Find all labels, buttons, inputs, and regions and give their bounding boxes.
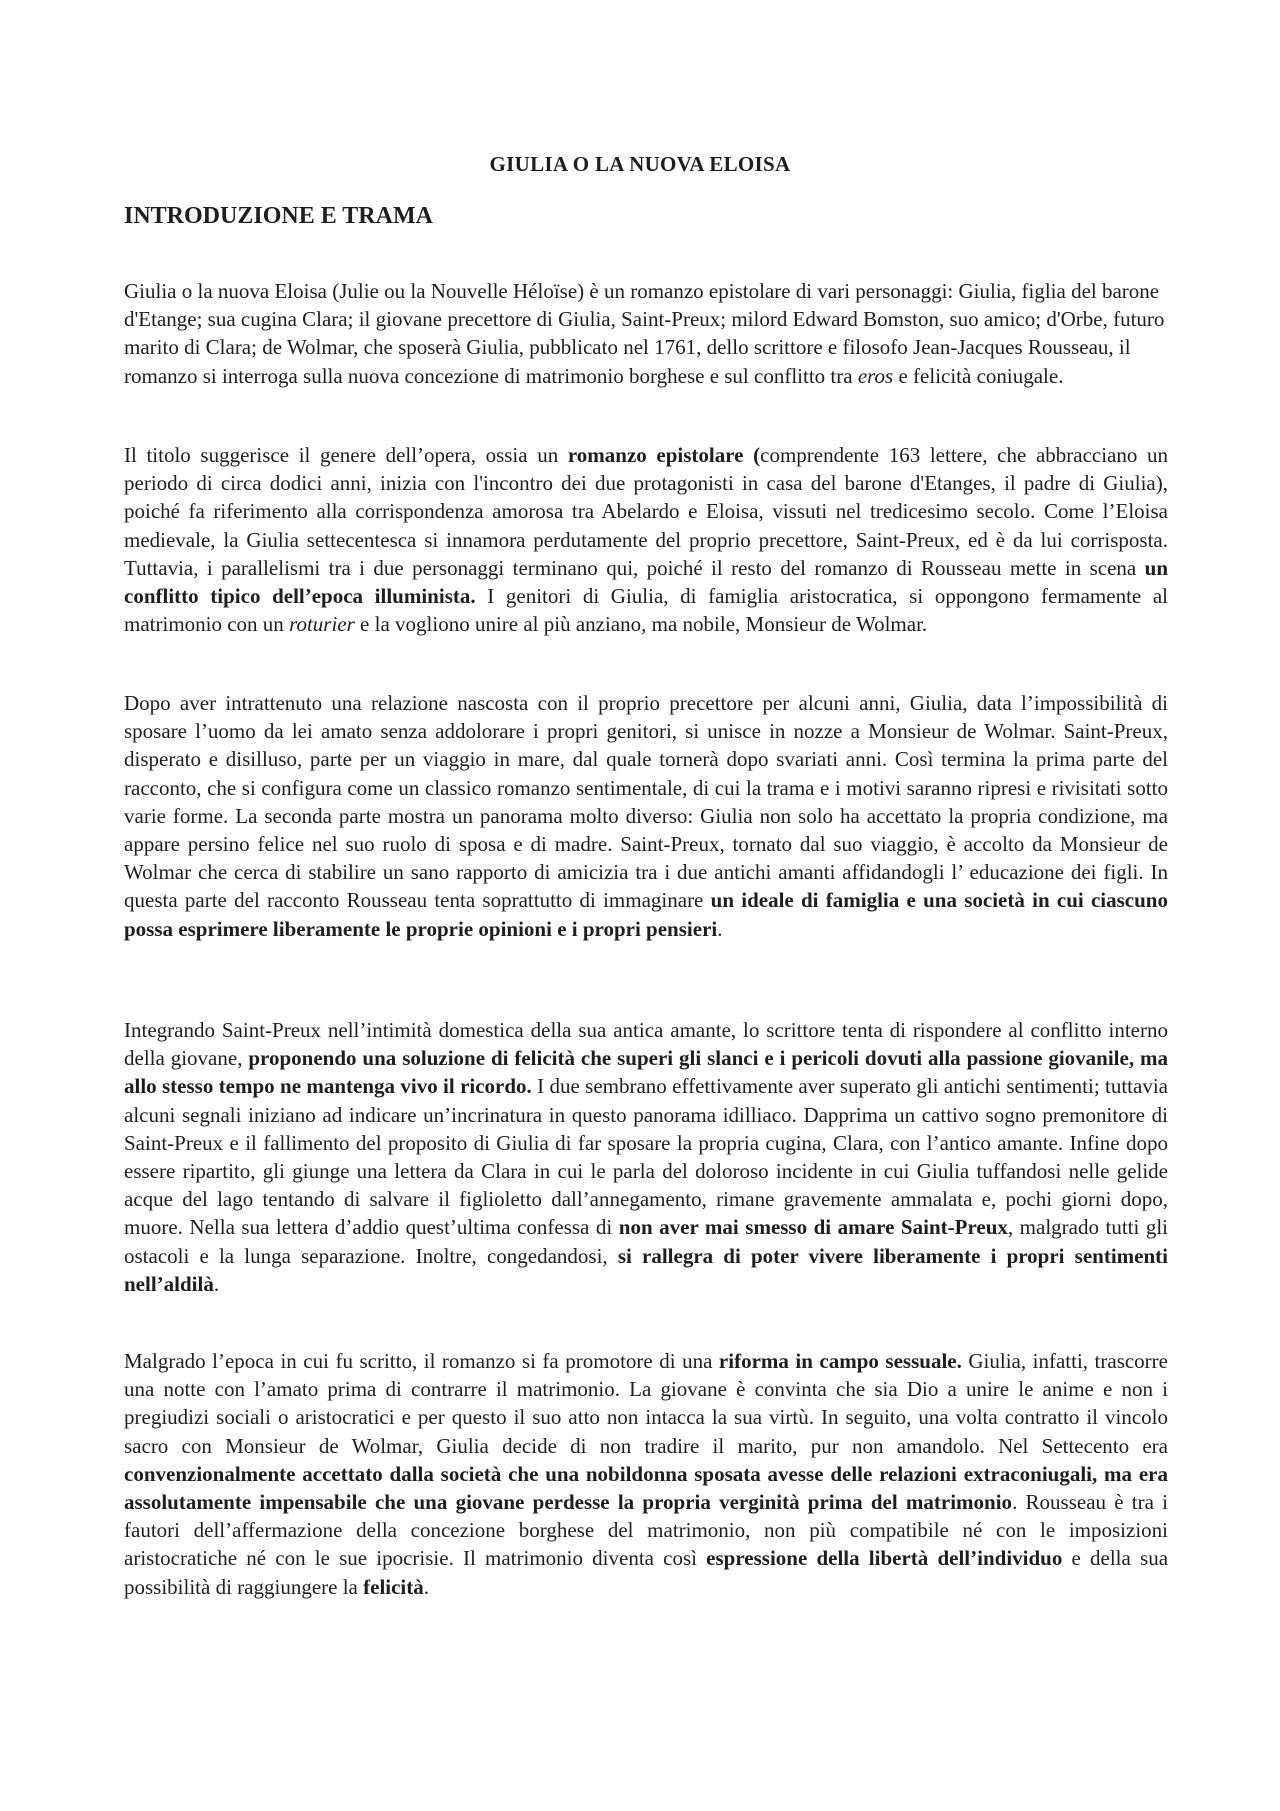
text-run: .	[717, 916, 723, 941]
bold-text: un ideale di famiglia e una società in cui ciascuno possa esprimere liberamente le proprie opinioni e i propri pensieri	[124, 888, 1168, 941]
paragraph-1	[124, 277, 1168, 390]
document-title: GIULIA O LA NUOVA ELOISA	[489, 152, 791, 176]
text-run: comprendente 163 lettere, che abbracciano un periodo di circa dodici anni, inizia con l'incontro dei due protagonisti in casa del barone d'Etanges, il padre di Giulia), poiché fa riferimento alla corrispondenza amorosa tra Abelardo e Eloisa, vissuti nel tredicesimo secolo. Come l’Eloisa medievale, la Giulia settecentesca si innamora perdutamente del proprio precettore, Saint-Preux, ed è da lui corrisposta. Tuttavia, i parallelismi tra i due personaggi terminano qui, poiché il resto del romanzo di Rousseau mette in scena	[124, 443, 1168, 580]
bold-text: riforma in campo sessuale.	[718, 1349, 962, 1373]
text-run: I due sembrano effettivamente aver superato gli antichi sentimenti; tuttavia alcuni segnali iniziano ad indicare un’incrinatura in questo panorama idilliaco. Dapprima un cattivo sogno premonitore di Saint-Preux e il fallimento del proposito di Giulia di far sposare la propria cugina, Clara, con l’antico amante. Infine dopo essere ripartito, gli giunge una lettera da Clara in cui le parla del doloroso incidente in cui Giulia tuffandosi nelle gelide acque del lago tentando di salvare il figlioletto dall’annegamento, rimane gravemente ammalata e, pochi giorni dopo, muore. Nella sua lettera d’addio quest’ultima confessa di	[124, 1074, 1168, 1240]
bold-text: espressione della libertà dell’individuo	[706, 1546, 1063, 1571]
section-heading: INTRODUZIONE E TRAMA	[124, 203, 433, 229]
italic-text: eros	[857, 363, 894, 388]
text-run: e della sua possibilità di raggiungere la	[124, 1546, 1169, 1599]
text-run: e felicità coniugale.	[893, 363, 1064, 388]
text-run: Dopo aver intrattenuto una relazione nascosta con il proprio precettore per alcuni anni, Giulia, data l’impossibilità di sposare l’uomo da lei amato senza addolorare i propri genitori, si unisce in nozze a Monsieur de Wolmar. Saint-Preux, disperato e disilluso, parte per un viaggio in mare, dal quale tornerà dopo svariati anni. Così termina la prima parte del racconto, che si configura come un classico romanzo sentimentale, di cui la trama e i motivi saranno ripresi e rivisitati sotto varie forme. La seconda parte mostra un panorama molto diverso: Giulia non solo ha accettato la propria condizione, ma appare persino felice nel suo ruolo di sposa e di madre. Saint-Preux, tornato dal suo viaggio, è accolto da Monsieur de Wolmar che cerca di stabilire un sano rapporto di amicizia tra i due antichi amanti affidandogli l’ educazione dei figli. In questa parte del racconto Rousseau tenta soprattutto di immaginare	[124, 691, 1168, 913]
bold-text: romanzo epistolare (	[567, 443, 761, 467]
text-run: , malgrado tutti gli ostacoli e la lunga separazione. Inoltre, congedandosi,	[124, 1215, 1169, 1268]
text-run: Il titolo suggerisce il genere dell’opera, ossia un	[124, 443, 568, 467]
paragraph-4	[124, 1016, 1168, 1298]
bold-text: convenzionalmente accettato dalla società che una nobildonna sposata avesse delle relazioni extraconiugali, ma era assolutamente impensabile che una giovane perdesse la propria verginità prima del matrimonio	[124, 1461, 1168, 1515]
text-run: I genitori di Giulia, di famiglia aristocratica, si oppongono fermamente al matrimonio con un	[124, 584, 1169, 637]
paragraph-2	[124, 441, 1168, 638]
text-run: e la vogliono unire al più anziano, ma nobile, Monsieur de Wolmar.	[354, 612, 928, 637]
text-run: Giulia, infatti, trascorre una notte con l’amato prima di contrarre il matrimonio. La giovane è convinta che sia Dio a unire le anime e non i pregiudizi sociali o aristocratici e per questo il suo atto non intacca la sua virtù. In seguito, una volta contratto il vincolo sacro con Monsieur de Wolmar, Giulia decide di non tradire il marito, pur non amandolo. Nel Settecento era	[124, 1349, 1168, 1458]
text-run: . Rousseau è tra i fautori dell’affermazione della concezione borghese del matrimonio, non più compatibile né con le imposizioni aristocratiche né con le sue ipocrisie. Il matrimonio diventa così	[124, 1490, 1169, 1571]
paragraph-5	[124, 1347, 1168, 1601]
text-run: .	[423, 1574, 430, 1599]
paragraph-3	[124, 689, 1168, 943]
italic-text: roturier	[289, 612, 355, 637]
bold-text: si rallegra di poter vivere liberamente i propri sentimenti nell’aldilà	[124, 1243, 1168, 1296]
text-run: .	[213, 1271, 220, 1296]
text-run: Integrando Saint-Preux nell’intimità domestica della sua antica amante, lo scrittore tenta di rispondere al conflitto interno della giovane,	[124, 1018, 1168, 1071]
bold-text: un conflitto tipico dell’epoca illuminista.	[124, 555, 1168, 609]
text-run: Giulia o la nuova Eloisa (Julie ou la Nouvelle Héloïse) è un romanzo epistolare di vari personaggi: Giulia, figlia del barone d'Etange; sua cugina Clara; il giovane precettore di Giulia, Saint-Preux; milord Edward Bomston, suo amico; d'Orbe, futuro marito di Clara; de Wolmar, che sposerà Giulia, pubblicato nel 1761, dello scrittore e filosofo Jean-Jacques Rousseau, il romanzo si interroga sulla nuova concezione di matrimonio borghese e sul conflitto tra	[124, 279, 1165, 388]
bold-text: proponendo una soluzione di felicità che superi gli slanci e i pericoli dovuti alla passione giovanile, ma allo stesso tempo ne mantenga vivo il ricordo.	[124, 1046, 1168, 1099]
bold-text: felicità	[363, 1574, 424, 1599]
bold-text: non aver mai smesso di amare Saint-Preux	[618, 1215, 1008, 1240]
text-run: Malgrado l’epoca in cui fu scritto, il romanzo si fa promotore di una	[124, 1349, 719, 1373]
